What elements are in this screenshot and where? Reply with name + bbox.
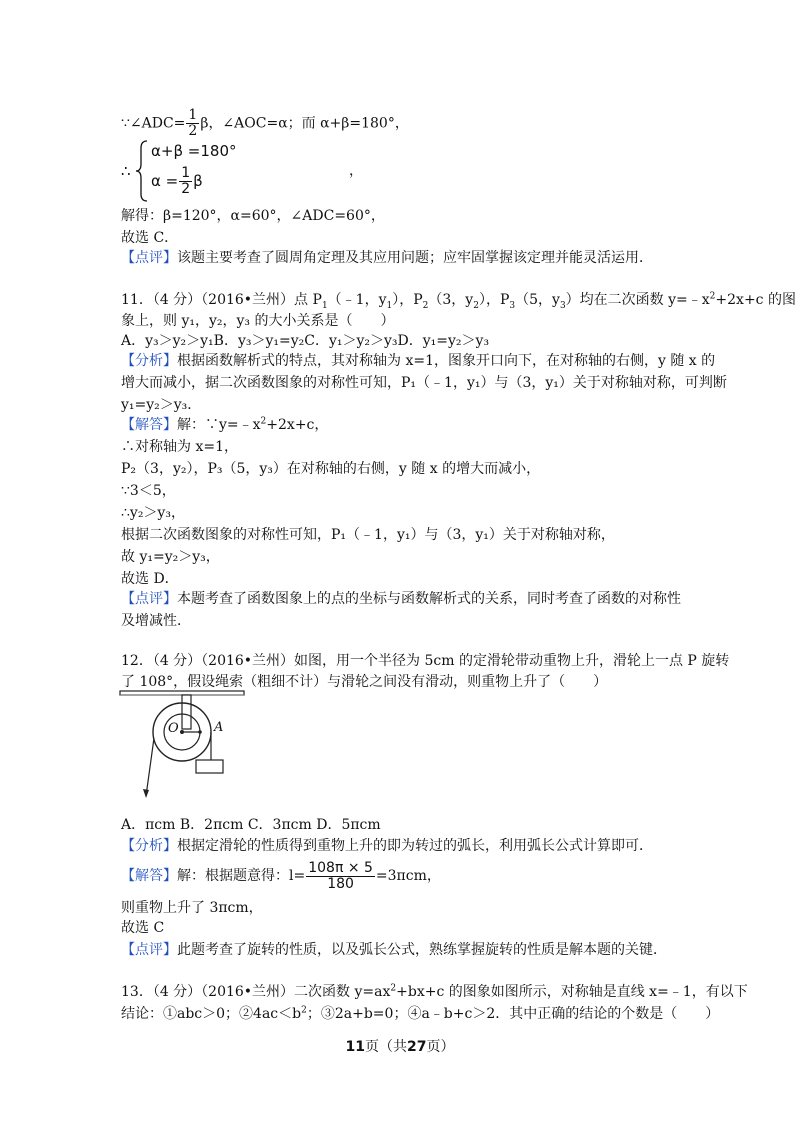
q12-answer-1: 【解答】解：根据题意得：l= $\frac{108\pi \times 5}{180}$ =3πcm， [121, 859, 441, 892]
q12-options: A．πcm B．2πcm C．3πcm D．5πcm [121, 817, 381, 833]
q11-answer-5: ∴y₂＞y₃， [121, 505, 185, 521]
q11-answer-1: 【解答】解：$\because y=﹣x^2+2x+c$， [121, 416, 329, 433]
q11-analysis-2: 增大而减小，据二次函数图象的对称性可知，P₁（﹣1，y₁）与（3，y₁）关于对称轴对称，可判断 [121, 375, 727, 391]
page-footer: 11页（共27页） [345, 1039, 455, 1055]
system-comma: ， [349, 163, 363, 179]
q11-analysis-3: y₁=y₂＞y₃． [121, 397, 202, 413]
q11-answer-8: 故选 D． [121, 571, 179, 587]
label-a: A [214, 720, 224, 735]
prev-text-a: ∵∠ADC= [121, 115, 186, 132]
q11-options: A．y₃＞y₂＞y₁B．y₃＞y₁=y₂C．y₁＞y₂＞y₃D．y₁=y₂＞y₃ [121, 333, 490, 349]
answer-tag: 【解答】 [121, 417, 177, 433]
q11-answer-3: P₂（3，y₂），P₃（5，y₃）在对称轴的右侧，y 随 x 的增大而减小， [121, 461, 541, 477]
prev-text-b: β，∠AOC=α；而 α+β=180°， [200, 115, 409, 132]
q11-answer-4: ∵3＜5， [121, 483, 176, 499]
comment-tag: 【点评】 [121, 942, 177, 958]
analysis-tag: 【分析】 [121, 353, 177, 369]
pulley-figure [118, 688, 248, 803]
q12-analysis: 【分析】根据定滑轮的性质得到重物上升的即为转过的弧长，利用弧长公式计算即可． [121, 838, 653, 854]
analysis-tag: 【分析】 [121, 838, 177, 854]
q12-comment: 【点评】此题考查了旋转的性质，以及弧长公式，熟练掌握旋转的性质是解本题的关键． [121, 942, 667, 958]
prev-solve: 解得：β=120°，α=60°，∠ADC=60°， [121, 208, 385, 224]
prev-line-1 [121, 108, 409, 139]
q11-stem-line-1: 11．（4 分）（2016•兰州）点 $P_1(﹣1$，$y_1$），$P_2(3$，$y_2$），$P_3(5$，$y_3$）均在二次函数 $y=﹣x^2+2x+c$ 的图 [121, 291, 796, 311]
prev-choose: 故选 C． [121, 230, 179, 246]
q11-answer-2: ∴对称轴为 x=1， [121, 439, 238, 455]
q11-analysis-1: 【分析】根据函数解析式的特点，其对称轴为 x=1，图象开口向下，在对称轴的右侧，y 随 x 的 [121, 353, 716, 369]
system-half-fraction: $\frac{1}{2}$ [181, 165, 191, 197]
page-number: 11 [345, 1039, 365, 1055]
q12-answer-2: 则重物上升了 3πcm， [121, 900, 263, 916]
q11-comment-2: 及增减性． [121, 613, 191, 629]
comment-tag: 【点评】 [121, 250, 177, 266]
pulley-diagram [118, 688, 248, 803]
answer-tag: 【解答】 [121, 868, 177, 884]
prev-comment: 【点评】该题主要考查了圆周角定理及其应用问题；应牢固掌握该定理并能灵活运用． [121, 250, 653, 266]
arc-length-fraction: $\frac{108\pi \times 5}{180}$ [308, 859, 373, 892]
q11-answer-7: 故 y₁=y₂＞y₃， [121, 549, 220, 565]
q11-comment-1: 【点评】本题考查了函数图象上的点的坐标与函数解析式的关系，同时考查了函数的对称性 [121, 591, 681, 607]
q11-answer-6: 根据二次函数图象的对称性可知，P₁（﹣1，y₁）与（3，y₁）关于对称轴对称， [121, 527, 615, 543]
q13-stem-line-1: 13．（4 分）（2016•兰州）二次函数 $y=ax^2+bx+c$ 的图象如图所示，对称轴是直线 x=﹣1，有以下 [121, 983, 748, 1000]
comment-tag: 【点评】 [121, 591, 177, 607]
q12-answer-3: 故选 C [121, 920, 165, 936]
q12-stem-line-2: 了 108°，假设绳索（粗细不计）与滑轮之间没有滑动，则重物上升了（ ） [121, 674, 608, 690]
therefore-symbol: ∴ [121, 162, 131, 180]
total-pages: 27 [407, 1039, 427, 1055]
brace-icon [135, 140, 149, 202]
system-eq2: α = $\frac{1}{2}$ β [151, 165, 203, 197]
q12-stem-line-1: 12．（4 分）（2016•兰州）如图，用一个半径为 5cm 的定滑轮带动重物上升，滑轮上一点 P 旋转 [121, 653, 730, 669]
equation-system [121, 140, 381, 202]
half-fraction: $\frac{1}{2}$ [188, 107, 198, 139]
system-eq1: α+β =180° [151, 142, 237, 160]
label-o: O [168, 721, 179, 736]
q13-stem-line-2: 结论：①abc＞0；$②4ac<b^2$；③2a+b=0；④a﹣b+c＞2．其中正确的结论的个数是（ ） [121, 1005, 720, 1022]
q11-stem-line-2: 象上，则 y₁，y₂，y₃ 的大小关系是（ ） [121, 313, 395, 329]
